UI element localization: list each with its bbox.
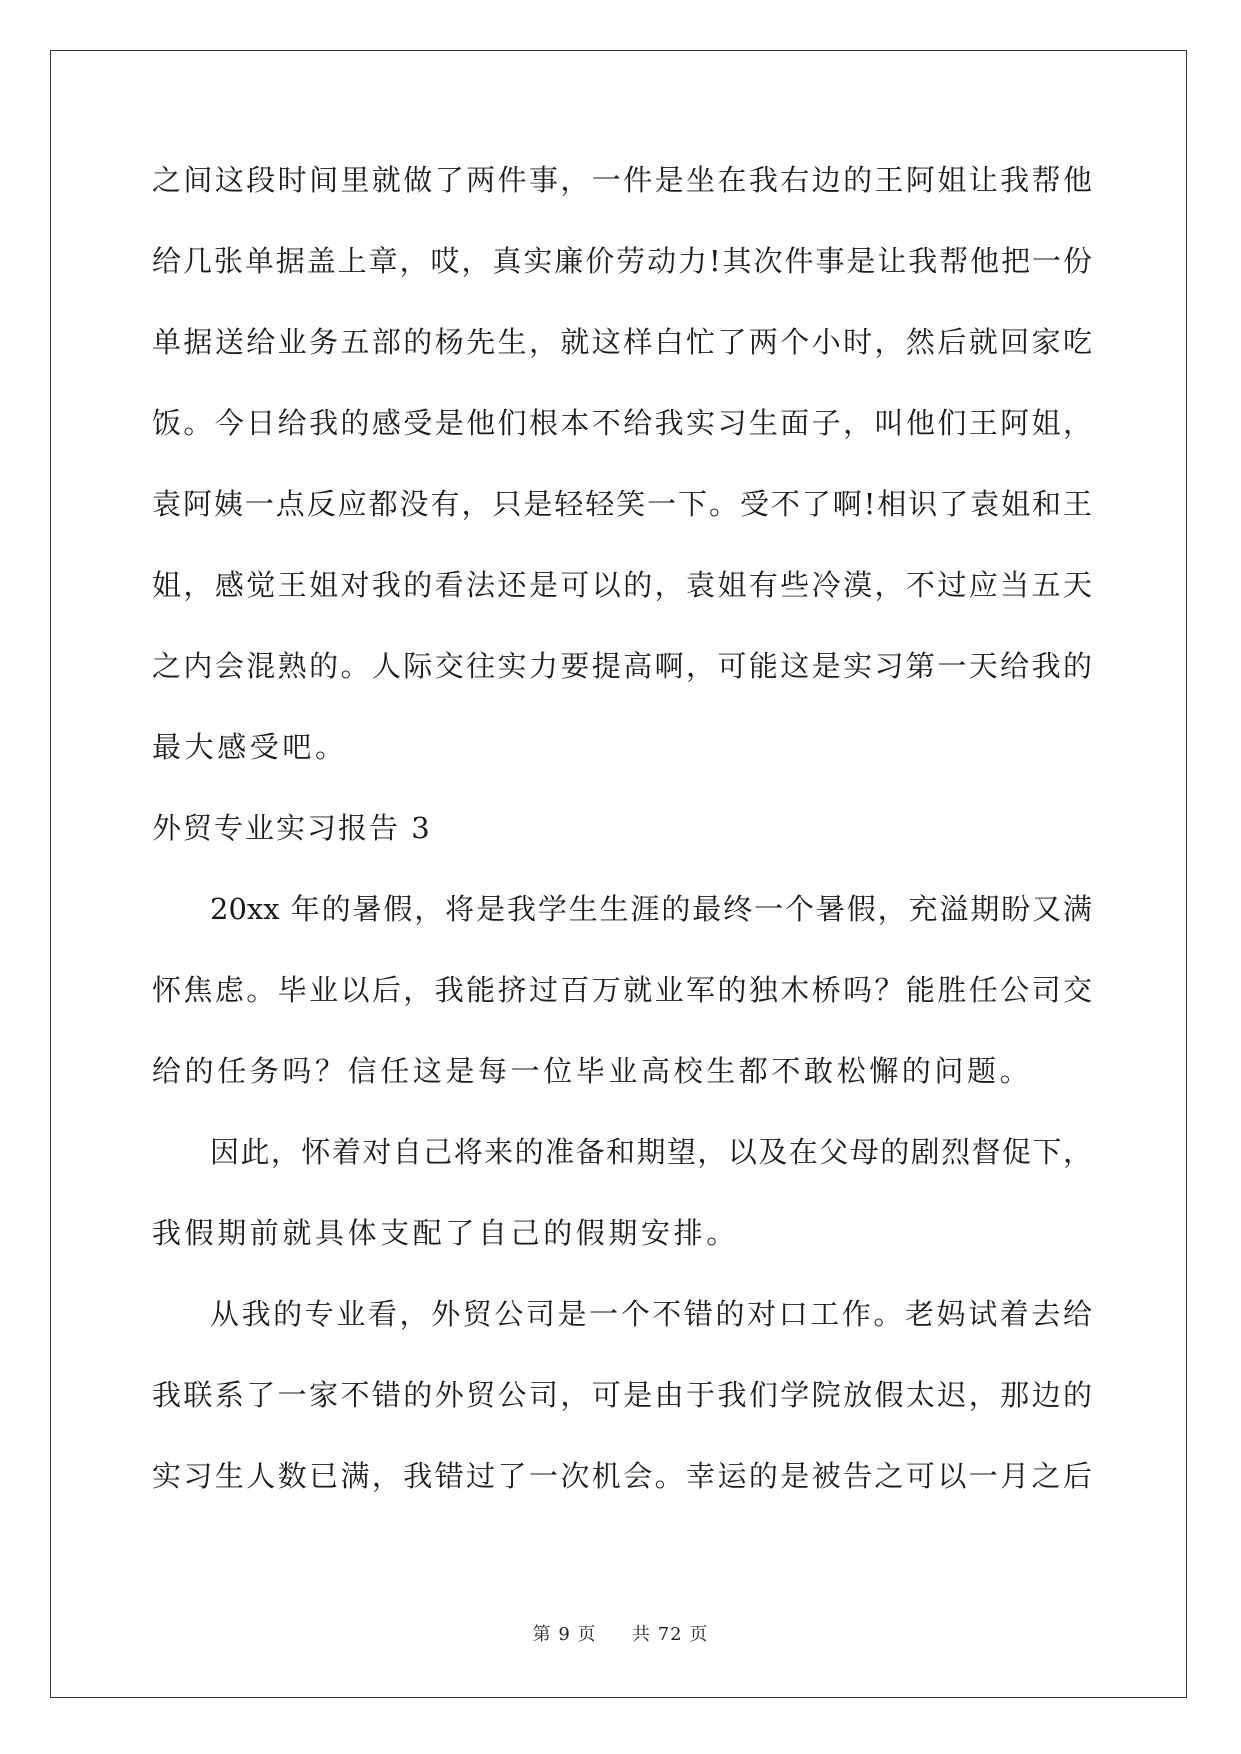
paragraph-line: 因此，怀着对自己将来的准备和期望，以及在父母的剧烈督促下， xyxy=(210,1135,1092,1169)
page-footer xyxy=(0,1620,1241,1646)
section-heading: 外贸专业实习报告 3 xyxy=(152,811,432,845)
paragraph-line: 之间这段时间里就做了两件事，一件是坐在我右边的王阿姐让我帮他 xyxy=(152,163,1092,197)
paragraph-line: 20xx 年的暑假，将是我学生生涯的最终一个暑假，充溢期盼又满 xyxy=(210,892,1092,926)
paragraph-line: 最大感受吧。 xyxy=(152,730,348,764)
document-body xyxy=(152,160,1092,1537)
paragraph-line: 饭。今日给我的感受是他们根本不给我实习生面子，叫他们王阿姐， xyxy=(152,406,1092,440)
paragraph-line: 我联系了一家不错的外贸公司，可是由于我们学院放假太迟，那边的 xyxy=(152,1378,1092,1412)
paragraph-line: 给几张单据盖上章，哎，真实廉价劳动力!其次件事是让我帮他把一份 xyxy=(152,244,1092,278)
page-number-current: 第 9 页 xyxy=(532,1624,597,1645)
paragraph-line: 实习生人数已满，我错过了一次机会。幸运的是被告之可以一月之后 xyxy=(152,1459,1092,1493)
paragraph-line: 从我的专业看，外贸公司是一个不错的对口工作。老妈试着去给 xyxy=(210,1297,1092,1331)
paragraph-line: 我假期前就具体支配了自己的假期安排。 xyxy=(152,1216,739,1250)
paragraph-line: 姐，感觉王姐对我的看法还是可以的，袁姐有些冷漠，不过应当五天 xyxy=(152,568,1092,602)
page-number-total: 共 72 页 xyxy=(632,1624,709,1645)
paragraph-line: 给的任务吗？信任这是每一位毕业高校生都不敢松懈的问题。 xyxy=(152,1054,1033,1088)
paragraph-line: 单据送给业务五部的杨先生，就这样白忙了两个小时，然后就回家吃 xyxy=(152,325,1092,359)
paragraph-line: 袁阿姨一点反应都没有，只是轻轻笑一下。受不了啊!相识了袁姐和王 xyxy=(152,487,1092,521)
paragraph-line: 怀焦虑。毕业以后，我能挤过百万就业军的独木桥吗？能胜任公司交 xyxy=(152,973,1092,1007)
paragraph-line: 之内会混熟的。人际交往实力要提高啊，可能这是实习第一天给我的 xyxy=(152,649,1092,683)
